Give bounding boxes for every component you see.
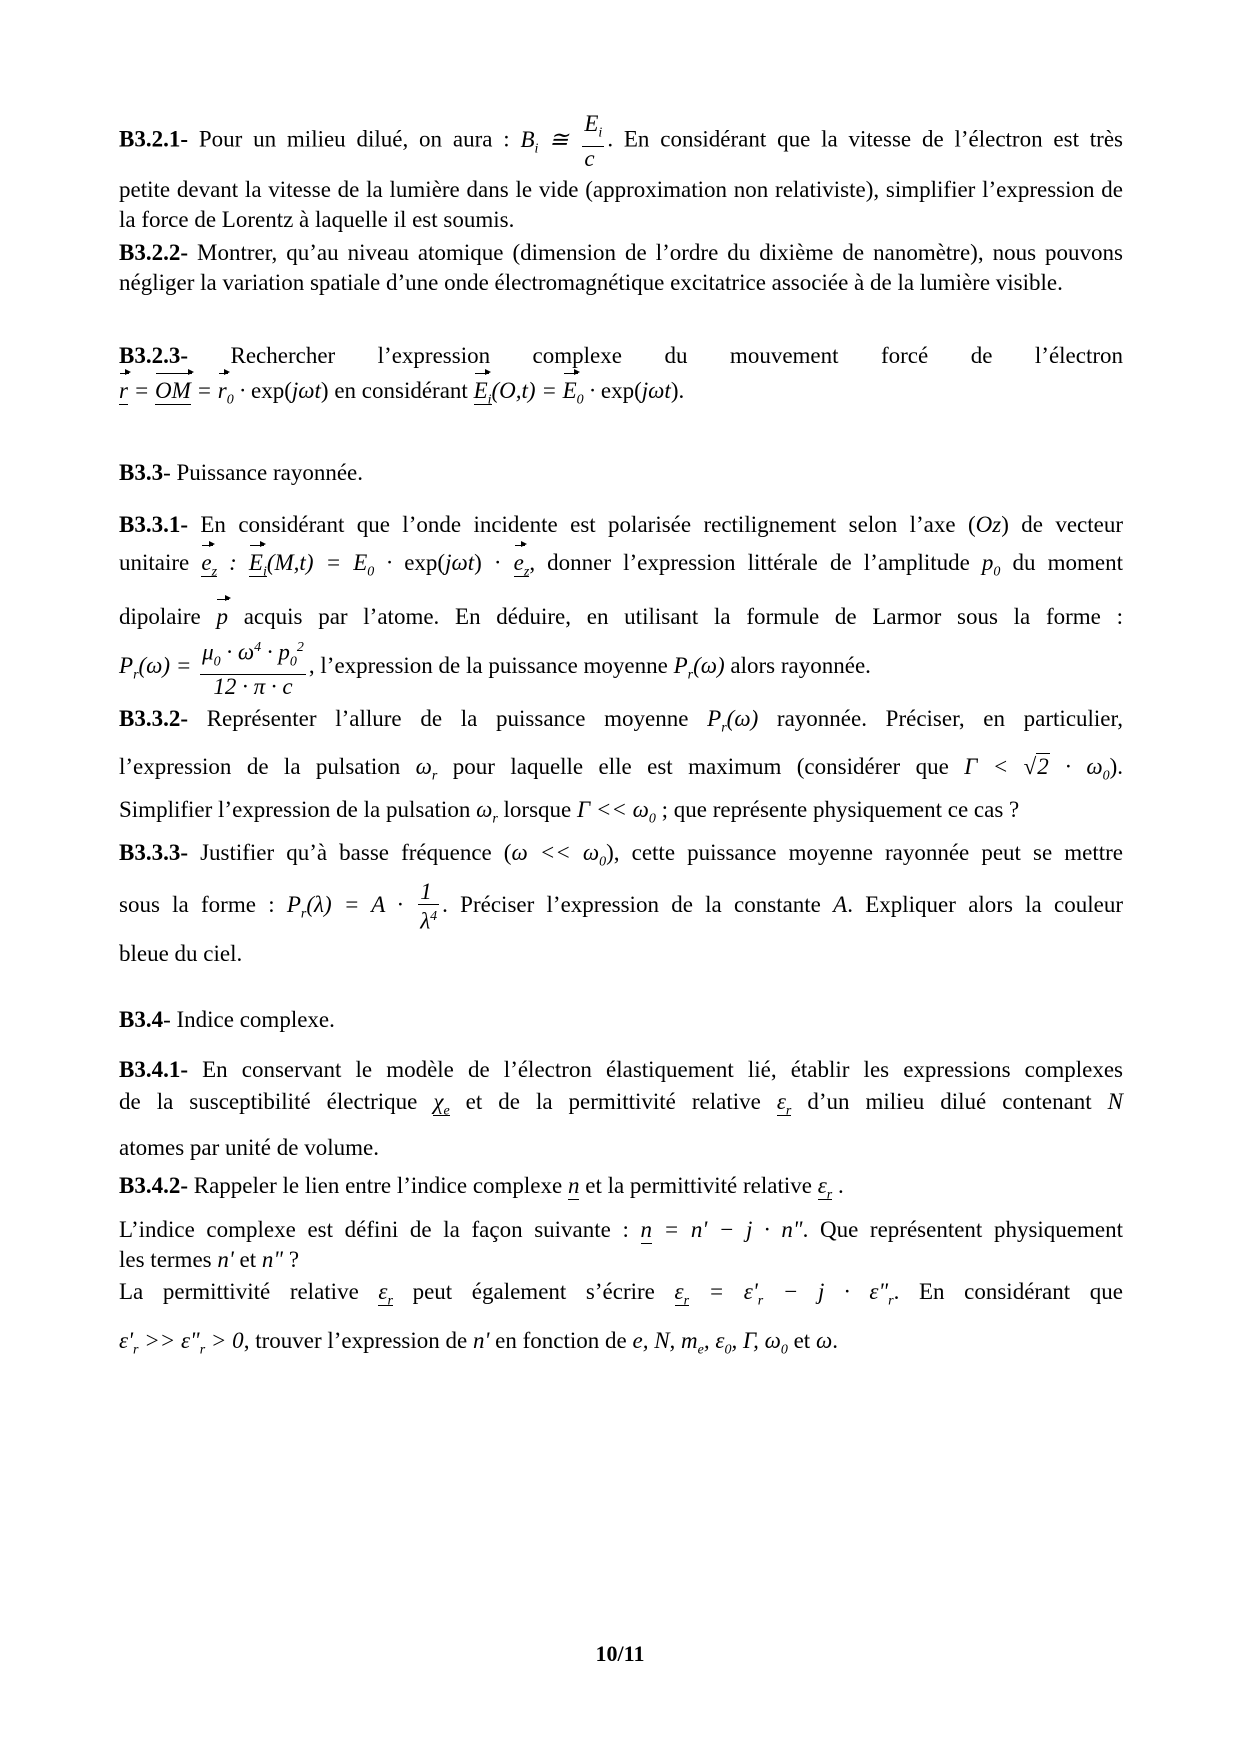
section-text: ? (283, 1246, 300, 1272)
section-label: B3.2.2- (119, 240, 188, 265)
section-text: unitaire (119, 550, 202, 575)
section-text: bleue du ciel. (119, 941, 243, 967)
section-label: B3.2.1- (119, 126, 188, 152)
section-text: et (787, 1328, 816, 1354)
axis-name: Oz (975, 512, 1002, 537)
section-text: , donner l’expression littérale de l’amplitude (529, 550, 982, 575)
equation-bi: $B_i$ ≅ $\frac{E_i}{c}$ (520, 111, 603, 171)
equation-lambda: $P_r(\lambda) = A$ · $\frac{1}{\lambda^4}$ (286, 878, 438, 934)
symbol-p0: $p_0$ (981, 550, 1001, 580)
section-text: peut également s’écrire (392, 1278, 675, 1304)
symbol-p: p (216, 602, 228, 632)
equation-larmor: $P_r(\omega)$ = $\frac{\mu_0 \cdot \omega^4 \cdot p_0^2}{12 \cdot \pi \cdot c}$ (119, 653, 309, 678)
section-text: alors rayonnée. (724, 652, 871, 678)
section-text: Rechercher l’expression complexe du mouvement forcé de l’électron (230, 343, 1124, 368)
section-text: et de la permittivité relative (449, 1089, 777, 1114)
section-label: B3.3.2- (119, 706, 188, 731)
equation-gamma: $\Gamma < √2 \cdot \omega_0$ (964, 753, 1110, 784)
section-b3-4-2: B3.4.2- Rappeler le lien entre l’indice complexe n et la permittivité relative $\varepsilon_r$ . L’indice complexe est défini de la façon suivante : n = n' − j · n". Que représentent physiquement les termes n' et n" ? La permittivité relative $\varepsilon_r$ peut également s’écrire $\varepsilon_r = \varepsilon'_r - j$ · $\varepsilon"_r$. En considérant que $\varepsilon'_r$ >> $\varepsilon"_r > 0$, trouver l’expression de n' en fonction de e, N, $m_e$, $\varepsilon_0$, Γ, $\omega_0$ et ω. (119, 1173, 1123, 1358)
symbol-omega-r: $\omega_r$ (476, 797, 498, 827)
section-text: . En considérant que la vitesse de l’électron est très (607, 126, 1123, 152)
equation-index: n = n' − j · n" (640, 1216, 803, 1242)
section-text: rayonnée. Préciser, en particulier, (758, 706, 1124, 731)
section-text: . Expliquer alors la couleur (847, 891, 1123, 917)
section-label: B3.3.1- (119, 512, 188, 537)
section-text: du moment (1000, 550, 1124, 575)
section-label: B3.4.2- (119, 1173, 188, 1198)
section-text: Rappeler le lien entre l’indice complexe (188, 1173, 568, 1198)
section-text: pour laquelle elle est maximum (considérer que (437, 753, 965, 779)
section-text: ). (1109, 753, 1123, 779)
symbol-n: N (1107, 1089, 1124, 1114)
section-text: ) de vecteur (1001, 512, 1123, 537)
section-text: sous la forme : (119, 891, 287, 917)
symbol-pr: $P_r(\omega)$ (707, 706, 759, 736)
section-text: et la permittivité relative (579, 1173, 818, 1198)
equation-field: $e_z$ : $E_i(M,t) = E_0$ · (201, 550, 405, 580)
section-text: ; que représente physiquement ce cas ? (655, 797, 1020, 823)
equation-condition: $\varepsilon'_r$ >> $\varepsilon"_r > 0$ (119, 1328, 244, 1358)
section-b3-2-2 (119, 238, 1123, 298)
section-text: ), cette puissance moyenne rayonnée peut se mettre (606, 840, 1123, 865)
symbol-n-prime: n' (472, 1328, 490, 1354)
symbol-n-second: n" (261, 1246, 284, 1272)
section-b3-3 (119, 458, 1123, 488)
symbol-a: A (833, 891, 848, 917)
section-b3-2-1 (119, 112, 1123, 235)
symbol-omega-r: $\omega_r$ (415, 753, 438, 784)
section-text: . Que représentent physiquement (802, 1216, 1123, 1242)
equation-gamma-ll: $\Gamma << \omega_0$ (577, 797, 656, 827)
section-text: Justifier qu’à basse fréquence ( (188, 840, 512, 865)
section-text: Montrer, qu’au niveau atomique (dimension de l’ordre du dixième de nanomètre), nous pouvons négliger la variation spatiale d’une onde électromagnétique excitatrice associée à de la lumière visible. (119, 240, 1123, 295)
section-text: , l’expression de la puissance moyenne (308, 652, 674, 678)
section-text: petite devant la vitesse de la lumière dans le vide (approximation non relativiste), simplifier l’expression de la force de Lorentz à laquelle il est soumis. (119, 177, 1123, 233)
section-b3-3-1: B3.3.1- En considérant que l’onde incidente est polarisée rectilignement selon l’axe (Oz) de vecteur unitaire $e_z$ : $E_i(M,t) = E_0 \cdot \exp(j\omega t) \cdot e_z$, donner l’expression littérale de l’amplitude $p_0$ du moment dipolaire p acquis par l’atome. En déduire, en utilisant la formule de Larmor sous la forme : $P_r(\omega)$ = $\frac{\mu_0 \cdot \omega^4 \cdot p_0^2}{12 \cdot \pi \cdot c}$ , l’expression de la puissance moyenne $P_r(\omega)$ alors rayonnée. (119, 512, 1124, 699)
section-b3-3-2 (119, 704, 1123, 835)
section-text: L’indice complexe est défini de la façon suivante : (119, 1216, 641, 1242)
section-text: En conservant le modèle de l’électron élastiquement lié, établir les expressions complexes (188, 1057, 1123, 1082)
section-text: lorsque (497, 797, 577, 823)
symbol-omega: ω (815, 1328, 833, 1354)
section-text: l’expression de la pulsation (119, 753, 416, 779)
section-title: - Puissance rayonnée. (163, 460, 363, 485)
variable-list: e, N, $m_e$, $\varepsilon_0$, Γ, $\omega_0$ (632, 1328, 788, 1358)
symbol-n-prime: n' (217, 1246, 234, 1272)
section-label: B3.4 (119, 1007, 164, 1032)
equation-epsilon: $\varepsilon_r = \varepsilon'_r - j$ · $\varepsilon"_r$ (674, 1278, 894, 1309)
section-text: atomes par unité de volume. (119, 1134, 379, 1160)
section-text: Représenter l’allure de la puissance moyenne (188, 706, 708, 731)
section-text: et (233, 1246, 262, 1272)
symbol-epsilon-r: $\varepsilon_r$ (776, 1089, 792, 1119)
symbol-epsilon-r: $\varepsilon_r$ (817, 1173, 833, 1203)
section-text: de la susceptibilité électrique (119, 1089, 434, 1114)
section-text: les termes (119, 1246, 218, 1272)
section-label: B3.2.3- (119, 343, 188, 368)
section-b3-2-3: B3.2.3- Rechercher l’expression complexe du mouvement forcé de l’électron r = OM = $r_0 \cdot \exp(j\omega t)$ en considérant $E_i(O,t) = E_0 \cdot \exp(j\omega t)$. (119, 343, 1124, 408)
section-label: B3.3 (119, 460, 164, 485)
section-text: , trouver l’expression de (243, 1328, 473, 1354)
section-b3-3-3 (119, 838, 1123, 969)
section-b3-4-1 (119, 1055, 1123, 1163)
equation-r: r = OM = $r_0$ · (119, 378, 251, 408)
section-text: dipolaire (119, 603, 217, 629)
section-title: - Indice complexe. (163, 1007, 335, 1032)
section-text: d’un milieu dilué contenant (791, 1089, 1108, 1114)
section-text: Pour un milieu dilué, on aura : (188, 126, 521, 152)
page-number: 10/11 (595, 1641, 645, 1666)
section-text: en fonction de (489, 1328, 633, 1354)
equation-ei: $E_i(O,t) = E_0$ · (473, 378, 601, 408)
section-label: B3.4.1- (119, 1057, 188, 1082)
symbol-chi: $\chi_e$ (433, 1089, 450, 1119)
section-b3-4 (119, 1005, 1123, 1035)
symbol-n-complex: n (567, 1173, 580, 1198)
section-text: en considérant (328, 378, 474, 403)
section-label: B3.3.3- (119, 840, 188, 865)
section-text: . Préciser l’expression de la constante (442, 891, 834, 917)
section-text: Simplifier l’expression de la pulsation (119, 797, 477, 823)
symbol-epsilon-r: $\varepsilon_r$ (378, 1278, 393, 1309)
symbol-pr: $P_r(\omega)$ (673, 652, 725, 683)
section-text: . En considérant que (893, 1278, 1123, 1304)
section-text: En considérant que l’onde incidente est polarisée rectilignement selon l’axe ( (188, 512, 976, 537)
section-text: acquis par l’atome. En déduire, en utilisant la formule de Larmor sous la forme : (227, 603, 1124, 629)
section-text: La permittivité relative (119, 1278, 379, 1304)
equation-lowfreq: $\omega << \omega_0$ (511, 840, 607, 870)
